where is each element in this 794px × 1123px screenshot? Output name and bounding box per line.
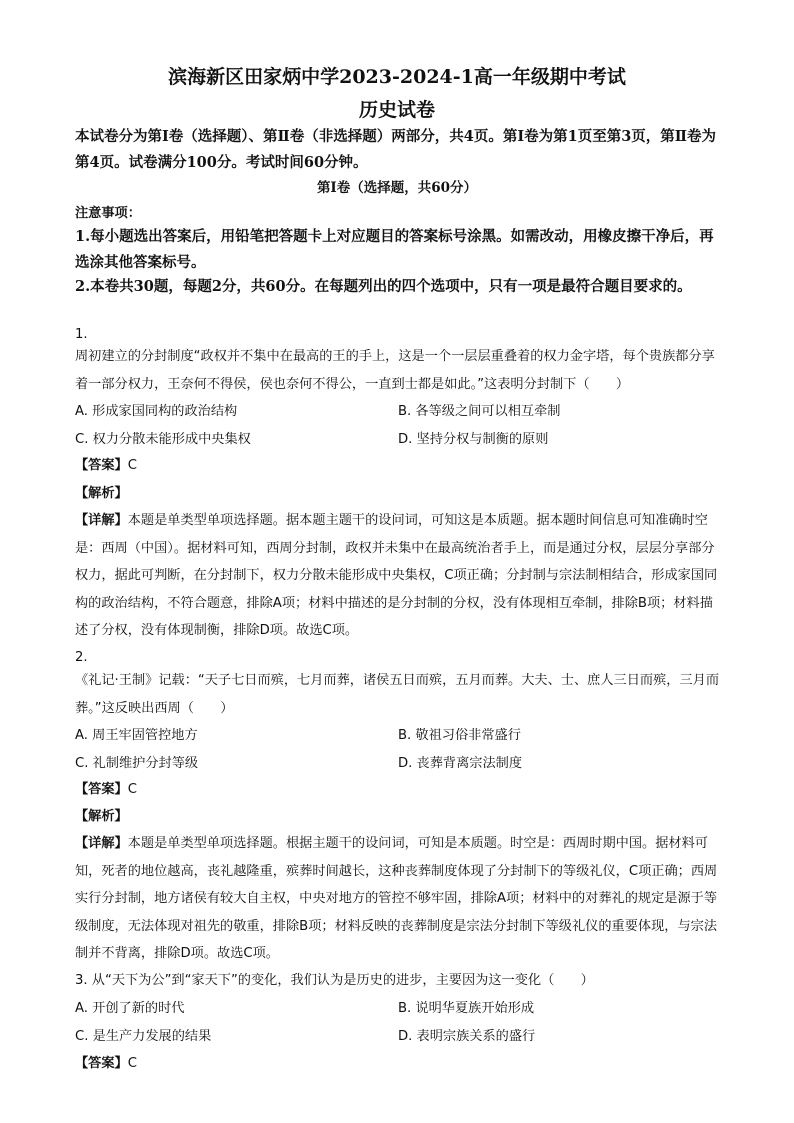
answer-label: 【答案】 — [75, 458, 128, 473]
option-c: C. 是生产力发展的结果 — [75, 1029, 212, 1044]
answer-line — [75, 457, 725, 475]
question-stem: 周初建立的分封制度“政权并不集中在最高的王的手上，这是一个一层层重叠着的权力金字塔，每个贵族都分享着一部分权力，王奈何不得侯，侯也奈何不得公，一直到士都是如此。”这表明分封制下（ ） — [75, 349, 715, 392]
option-c: C. 礼制维护分封等级 — [75, 756, 199, 771]
answer-label: 【答案】 — [75, 1056, 128, 1071]
notice-item-1: 1.每小题选出答案后，用铅笔把答题卡上对应题目的答案标号涂黑。如需改动，用橡皮擦干净后，再选涂其他答案标号。 — [75, 228, 714, 271]
answer-value: C — [127, 1056, 137, 1071]
detail-label: 【详解】 — [75, 513, 128, 528]
option-b: B. 敬祖习俗非常盛行 — [398, 728, 521, 743]
notice-item-2: 2.本卷共30题，每题2分，共60分。在每题列出的四个选项中，只有一项是最符合题目要求的。 — [75, 278, 692, 295]
detail-label: 【详解】 — [75, 836, 128, 851]
option-b: B. 说明华夏族开始形成 — [398, 1001, 535, 1016]
analysis-label: 【解析】 — [75, 486, 128, 501]
question-stem: 从“天下为公”到“家天下”的变化，我们认为是历史的进步，主要因为这一变化（ ） — [91, 973, 594, 988]
question-line — [75, 972, 725, 990]
section-heading: 第Ⅰ卷（选择题，共60分） — [316, 180, 478, 196]
question-stem: 《礼记·王制》记载：“天子七日而殡，七月而葬，诸侯五日而殡，五月而葬。大夫、士、庶人三日而殡，三月而葬。”这反映出西周（ ） — [75, 673, 720, 716]
option-a: A. 周王牢固管控地方 — [75, 728, 198, 743]
exam-title: 滨海新区田家炳中学2023-2024-1高一年级期中考试 — [168, 66, 626, 88]
answer-line — [75, 1055, 725, 1073]
answer-value: C — [127, 458, 137, 473]
option-d: D. 坚持分权与制衡的原则 — [398, 432, 549, 447]
detail-paragraph — [75, 830, 725, 968]
notice-title: 注意事项： — [75, 206, 141, 221]
option-d: D. 丧葬背离宗法制度 — [398, 756, 523, 771]
question-number: 2. — [75, 650, 88, 665]
option-a: A. 开创了新的时代 — [75, 1001, 185, 1016]
option-b: B. 各等级之间可以相互牵制 — [398, 404, 561, 419]
detail-paragraph — [75, 507, 725, 645]
option-c: C. 权力分散未能形成中央集权 — [75, 432, 251, 447]
question-number: 1. — [75, 327, 88, 342]
answer-label: 【答案】 — [75, 782, 128, 797]
detail-text: 本题是单类型单项选择题。据本题主题干的设问词，可知这是本质题。据本题时间信息可知准确时空是：西周（中国）。据材料可知，西周分封制，政权并未集中在最高统治者手上，而是通过分权，层层分享部分权力，据此可判断，在分封制下，权力分散未能形成中央集权，C项正确；分封制与宗法制相结合，形成家国同构的政治结构，不符合题意，排除A项；材料中描述的是分封制的分权，没有体现相互牵制，排除B项；材料描述了分权，没有体现制衡，排除D项。故选C项。 — [75, 513, 718, 638]
intro-paragraph: 本试卷分为第Ⅰ卷（选择题）、第Ⅱ卷（非选择题）两部分，共4页。第Ⅰ卷为第1页至第3页，第Ⅱ卷为第4页。试卷满分100分。考试时间60分钟。 — [75, 128, 717, 171]
answer-value: C — [127, 782, 137, 797]
option-a: A. 形成家国同构的政治结构 — [75, 404, 238, 419]
option-d: D. 表明宗族关系的盛行 — [398, 1029, 536, 1044]
answer-line — [75, 781, 725, 799]
question-number: 3. — [75, 973, 88, 988]
detail-text: 本题是单类型单项选择题。根据主题干的设问词，可知是本质题。时空是：西周时期中国。据材料可知，死者的地位越高，丧礼越隆重，殡葬时间越长，这种丧葬制度体现了分封制下的等级礼仪，C项正确；西周实行分封制，地方诸侯有较大自主权，中央对地方的管控不够牢固，排除A项；材料中的对葬礼的规定是源于等级制度，无法体现对祖先的敬重，排除B项；材料反映的丧葬制度是宗法分封制下等级礼仪的重要体现，与宗法制并不背离，排除D项。故选C项。 — [75, 836, 718, 961]
exam-subtitle: 历史试卷 — [358, 99, 435, 121]
analysis-label: 【解析】 — [75, 809, 128, 824]
